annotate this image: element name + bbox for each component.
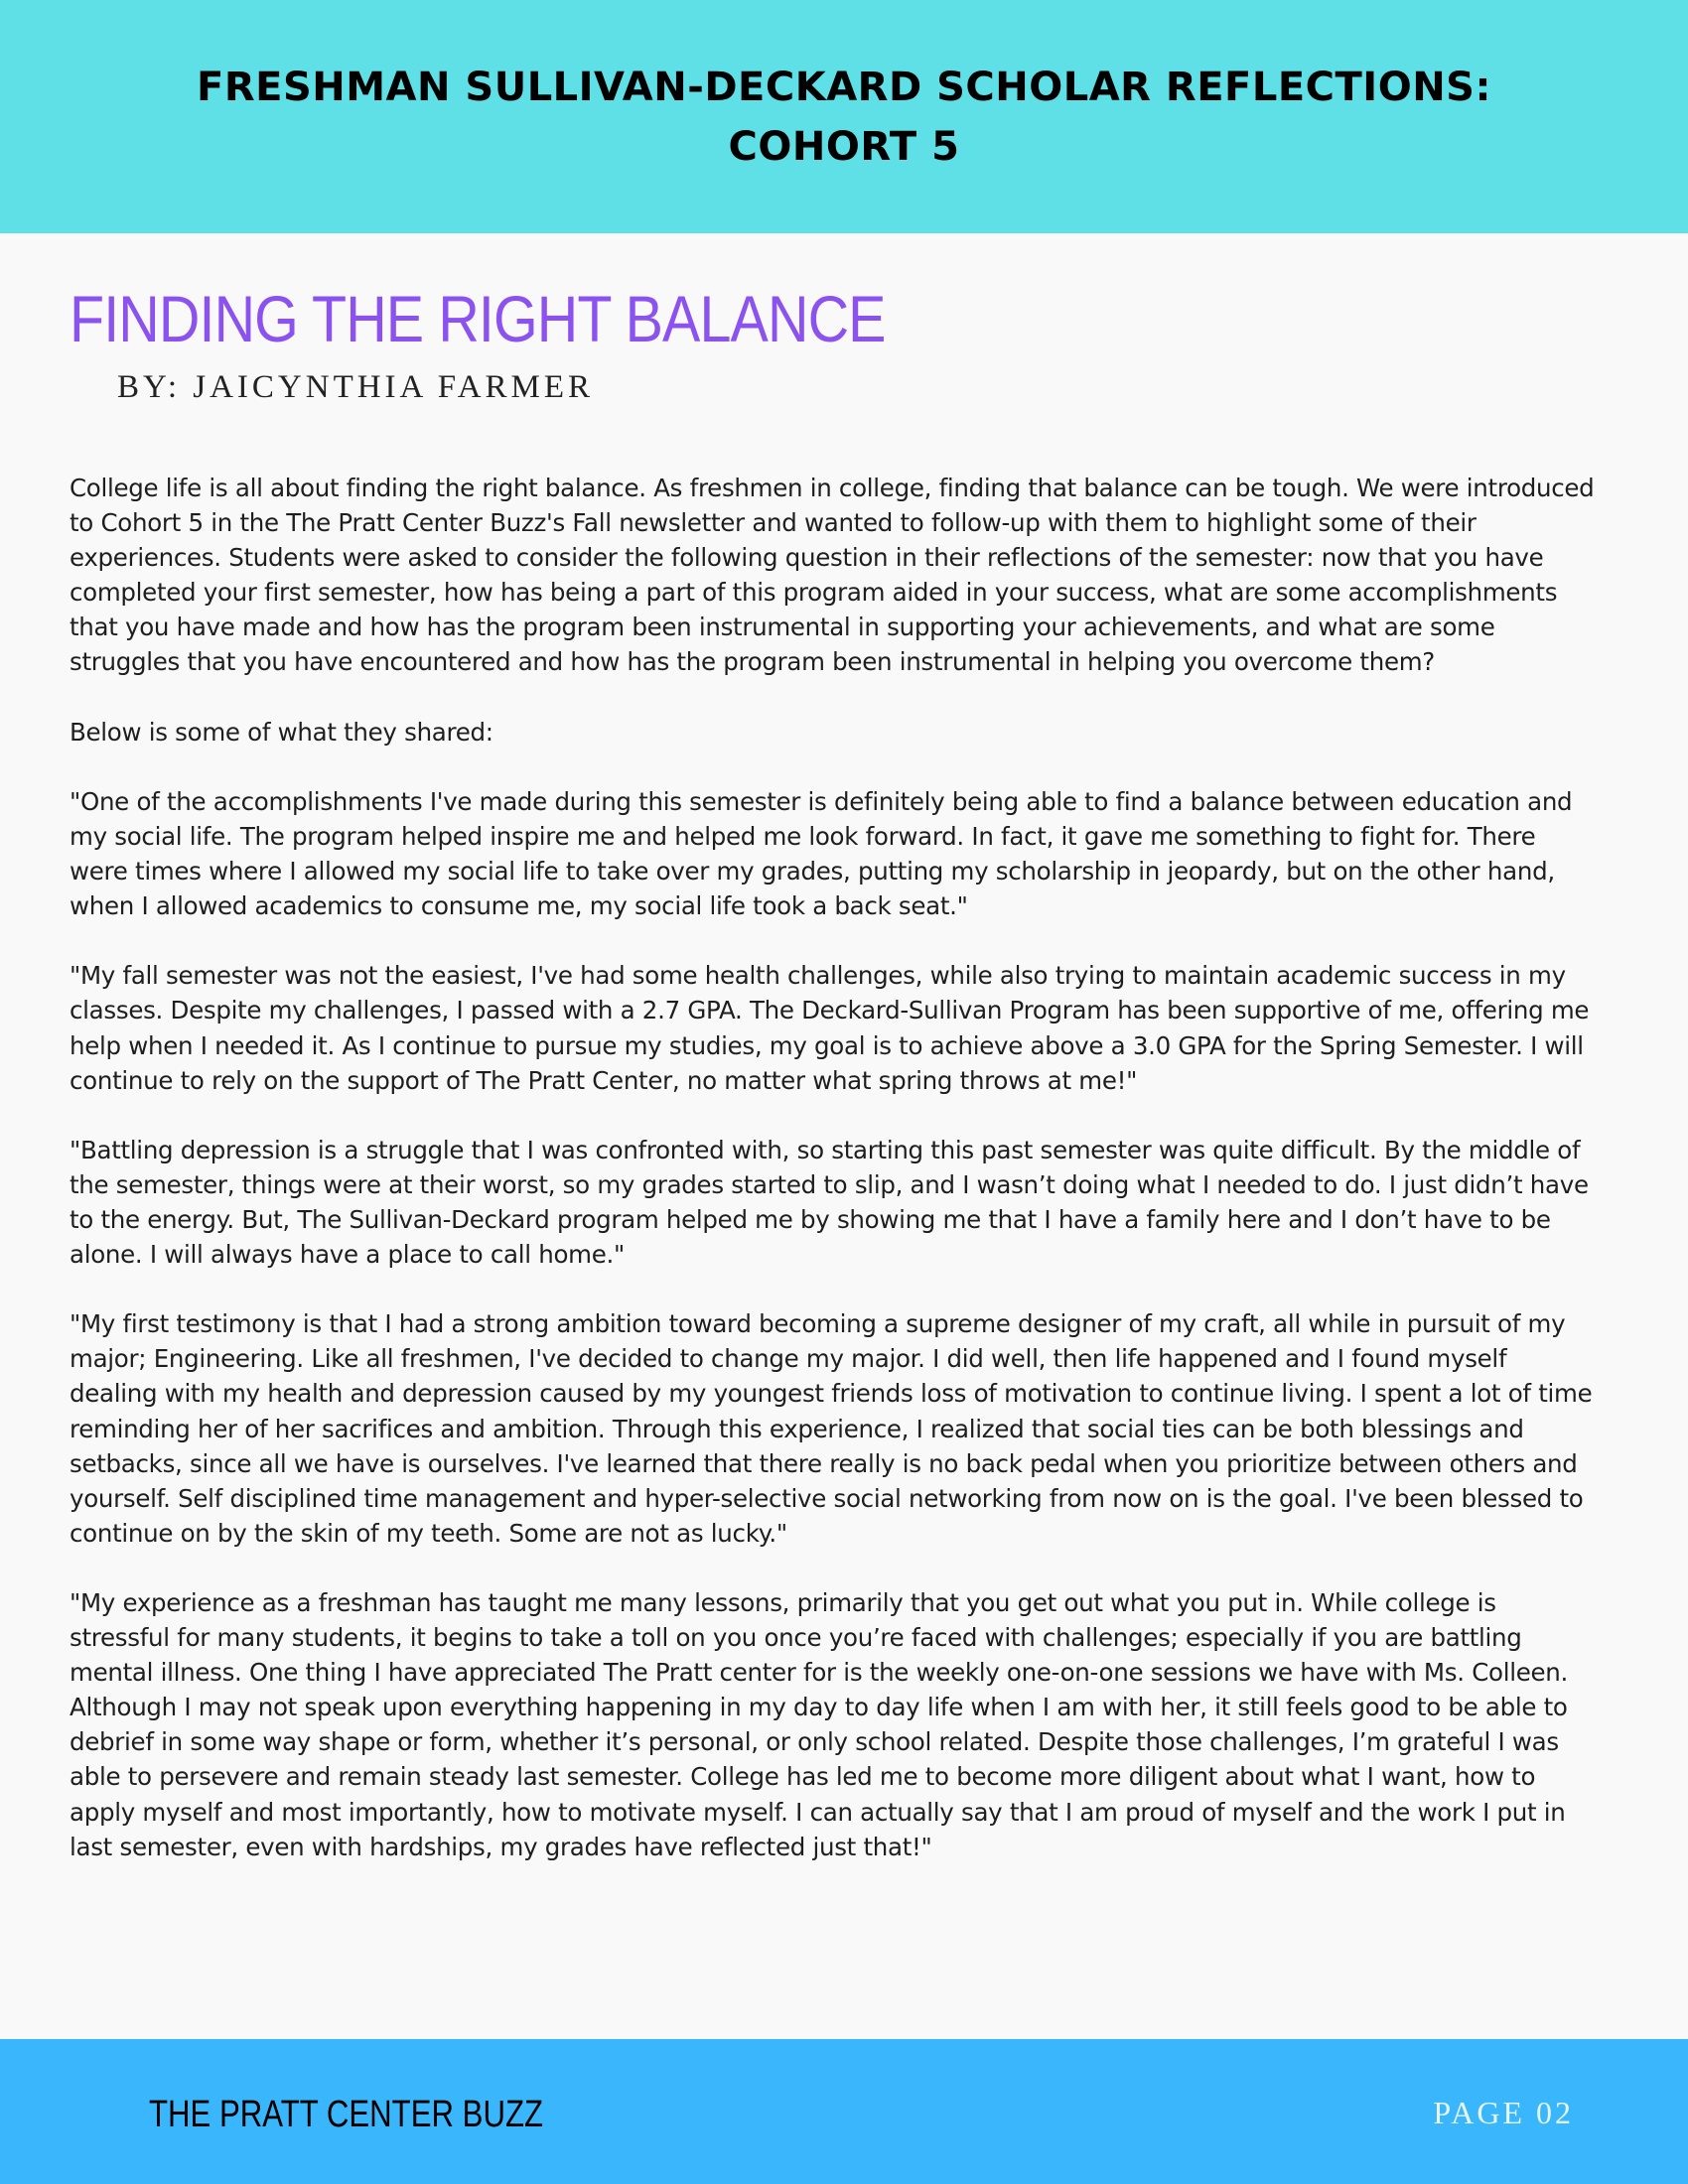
article-byline: BY: JAICYNTHIA FARMER xyxy=(117,369,595,405)
reflection-quote-2: "My fall semester was not the easiest, I've had some health challenges, while also trying to maintain academic success in my classes. Despite my challenges, I passed with a 2.7 GPA. The Deckard-Sullivan Program has been supportive of me, offering me help when I needed it. As I continue to pursue my studies, my goal is to achieve above a 3.0 GPA for the Spring Semester. I will continue to rely on the support of The Pratt Center, no matter what spring throws at me!" xyxy=(70,961,1590,1095)
header-title-line-2: COHORT 5 xyxy=(728,123,960,170)
header-title-line-1: FRESHMAN SULLIVAN-DECKARD SCHOLAR REFLECTIONS: xyxy=(197,64,1491,110)
reflection-quote-5: "My experience as a freshman has taught me many lessons, primarily that you get out what you put in. While college is stressful for many students, it begins to take a toll on you once you’re faced with challenges; especially if you are battling mental illness. One thing I have appreciated The Pratt center for is the weekly one-on-one sessions we have with Ms. Colleen. Although I may not speak upon everything happening in my day to day life when I am with her, it still feels good to be able to debrief in some way shape or form, whether it’s personal, or only school related. Despite those challenges, I’m grateful I was able to persevere and remain steady last semester. College has led me to become more diligent about what I want, how to apply myself and most importantly, how to motivate myself. I can actually say that I am proud of myself and the work I put in last semester, even with hardships, my grades have reflected just that!" xyxy=(70,1588,1568,1861)
newsletter-section-title xyxy=(99,58,1589,177)
intro-paragraph: College life is all about finding the right balance. As freshmen in college, finding that balance can be tough. We were introduced to Cohort 5 in the The Pratt Center Buzz's Fall newsletter and wanted to follow-up with them to highlight some of their experiences. Students were asked to consider the following question in their reflections of the semester: now that you have completed your first semester, how has being a part of this program aided in your success, what are some accomplishments that you have made and how has the program been instrumental in supporting your achievements, and what are some struggles that you have encountered and how has the program been instrumental in helping you overcome them? xyxy=(70,474,1595,677)
article-title: FINDING THE RIGHT BALANCE xyxy=(70,282,886,355)
reflection-quote-3: "Battling depression is a struggle that I was confronted with, so starting this past semester was quite difficult. By the middle of the semester, things were at their worst, so my grades started to slip, and I wasn’t doing what I needed to do. I just didn’t have to the energy. But, The Sullivan-Deckard program helped me by showing me that I have a family here and I don’t have to be alone. I will always have a place to call home." xyxy=(70,1135,1589,1270)
article-body xyxy=(70,471,1599,1899)
header-banner xyxy=(0,0,1688,233)
publication-name: THE PRATT CENTER BUZZ xyxy=(149,2094,544,2135)
page-number: PAGE 02 xyxy=(1433,2095,1574,2130)
reflection-quote-1: "One of the accomplishments I've made during this semester is definitely being able to find a balance between education and my social life. The program helped inspire me and helped me look forward. In fact, it gave me something to fight for. There were times where I allowed my social life to take over my grades, putting my scholarship in jeopardy, but on the other hand, when I allowed academics to consume me, my social life took a back seat." xyxy=(70,786,1573,921)
transition-paragraph: Below is some of what they shared: xyxy=(70,717,493,747)
reflection-quote-4: "My first testimony is that I had a strong ambition toward becoming a supreme designer of my craft, all while in pursuit of my major; Engineering. Like all freshmen, I've decided to change my major. I did well, then life happened and I found myself dealing with my health and depression caused by my youngest friends loss of motivation to continue living. I spent a lot of time reminding her of her sacrifices and ambition. Through this experience, I realized that social ties can be both blessings and setbacks, since all we have is ourselves. I've learned that there really is no back pedal when you prioritize between others and yourself. Self disciplined time management and hyper-selective social networking from now on is the goal. I've been blessed to continue on by the skin of my teeth. Some are not as lucky." xyxy=(70,1309,1593,1548)
